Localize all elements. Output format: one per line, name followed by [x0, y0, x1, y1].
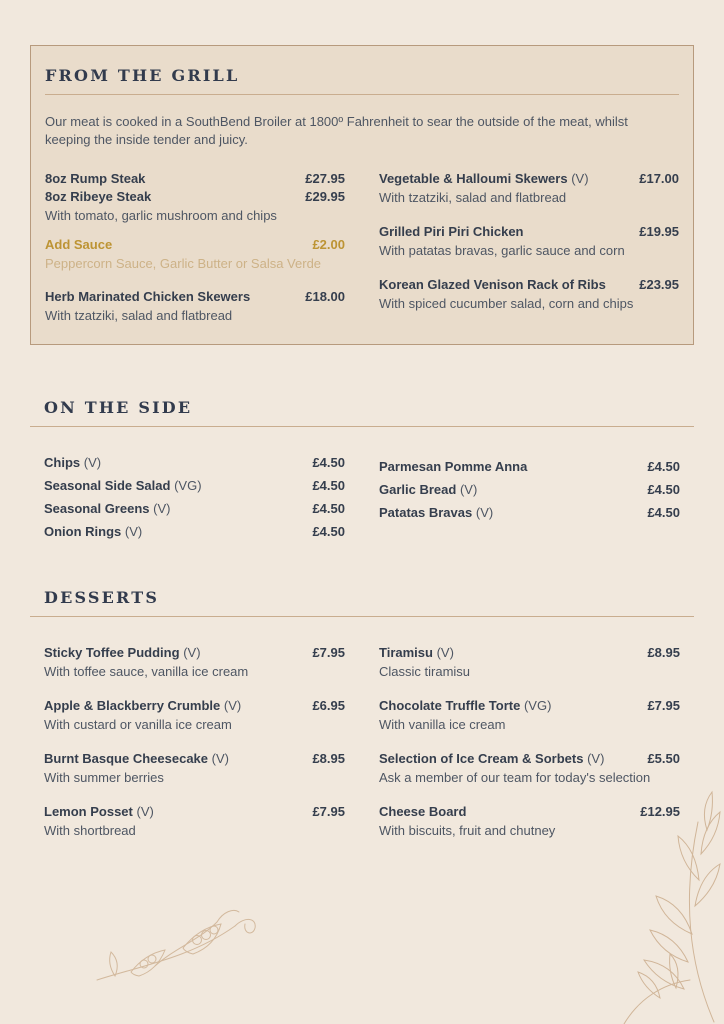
menu-item	[379, 697, 680, 733]
menu-item-row	[45, 236, 345, 253]
menu-item-row	[379, 276, 679, 293]
item-title	[379, 750, 604, 767]
item-name: 8oz Rump Steak	[45, 170, 146, 186]
item-price: £5.50	[647, 751, 680, 766]
menu-item-row	[379, 803, 680, 820]
from-the-grill-section	[30, 45, 694, 345]
item-diet-tag: (V)	[571, 170, 589, 186]
item-name: Herb Marinated Chicken Skewers	[45, 288, 251, 304]
item-price: £2.00	[312, 236, 345, 252]
item-price: £4.50	[312, 501, 345, 516]
menu-item	[44, 803, 345, 839]
menu-item	[45, 288, 345, 324]
item-title	[44, 697, 241, 714]
menu-item	[379, 223, 679, 259]
menu-item-row	[44, 750, 345, 767]
item-diet-tag: (V)	[459, 482, 478, 497]
item-name: Onion Rings	[44, 524, 122, 539]
item-desc: Classic tiramisu	[379, 664, 471, 679]
item-price: £27.95	[305, 170, 345, 186]
divider	[30, 616, 694, 617]
item-price: £18.00	[305, 288, 345, 304]
desserts-columns	[30, 644, 694, 839]
item-title	[44, 500, 170, 517]
item-title	[45, 288, 250, 305]
item-name: Sticky Toffee Pudding	[44, 645, 180, 660]
item-name: Seasonal Side Salad	[44, 478, 171, 493]
menu-item-row	[379, 504, 680, 521]
item-diet-tag: (V)	[211, 751, 229, 766]
item-title	[44, 750, 229, 767]
menu-item-row	[379, 481, 680, 498]
item-name: Chips	[44, 455, 81, 470]
item-desc: Ask a member of our team for today's selection	[379, 770, 651, 785]
item-price: £4.50	[647, 459, 680, 474]
section-title-grill: FROM THE GRILL	[45, 66, 240, 85]
menu-item-row	[44, 644, 345, 661]
menu-item-row	[45, 288, 345, 305]
item-name: 8oz Ribeye Steak	[45, 188, 152, 204]
item-name: Lemon Posset	[44, 804, 133, 819]
item-title	[379, 276, 606, 293]
item-desc: With tomato, garlic mushroom and chips	[45, 207, 277, 223]
item-price: £7.95	[647, 698, 680, 713]
menu-item	[44, 750, 345, 786]
item-price: £7.95	[312, 804, 345, 819]
desserts-section	[30, 588, 694, 839]
item-diet-tag: (VG)	[523, 698, 552, 713]
add-sauce-block	[45, 236, 345, 272]
item-diet-tag: (V)	[587, 751, 605, 766]
item-diet-tag: (V)	[83, 455, 102, 470]
item-price: £23.95	[639, 276, 679, 292]
item-title	[379, 697, 551, 714]
grill-intro-text: Our meat is cooked in a SouthBend Broiler at 1800º Fahrenheit to sear the outside of the meat, whilst keeping the inside tender and juicy.	[45, 114, 628, 148]
menu-item	[379, 276, 679, 312]
item-title	[44, 803, 154, 820]
item-title	[44, 644, 201, 661]
grill-columns	[45, 170, 679, 324]
grill-left-column	[45, 170, 345, 324]
desserts-left-column	[44, 644, 345, 839]
item-title	[379, 223, 524, 240]
item-diet-tag: (VG)	[174, 478, 202, 493]
menu-item-row	[45, 188, 345, 205]
menu-item-row	[44, 803, 345, 820]
item-price: £19.95	[639, 223, 679, 239]
item-price: £4.50	[312, 478, 345, 493]
item-diet-tag: (V)	[475, 505, 494, 520]
item-name: Vegetable & Halloumi Skewers	[379, 170, 568, 186]
item-name: Seasonal Greens	[44, 501, 150, 516]
item-title	[45, 188, 151, 205]
menu-item-row	[379, 170, 679, 187]
menu-item	[44, 697, 345, 733]
item-price: £4.50	[312, 455, 345, 470]
item-price: £8.95	[312, 751, 345, 766]
pea-pod-illustration	[95, 878, 265, 988]
menu-item-row	[44, 477, 345, 494]
item-price: £8.95	[647, 645, 680, 660]
item-title	[379, 170, 589, 187]
menu-item-row	[44, 500, 345, 517]
item-diet-tag: (V)	[183, 645, 201, 660]
item-price: £4.50	[312, 524, 345, 539]
item-name: Burnt Basque Cheesecake	[44, 751, 209, 766]
menu-item	[379, 170, 679, 206]
section-title-desserts: DESSERTS	[44, 588, 160, 607]
item-name: Apple & Blackberry Crumble	[44, 698, 221, 713]
item-diet-tag: (V)	[436, 645, 454, 660]
item-title	[45, 170, 145, 187]
item-name: Parmesan Pomme Anna	[379, 459, 528, 474]
item-name: Grilled Piri Piri Chicken	[379, 223, 524, 239]
menu-item	[45, 170, 345, 224]
item-desc: With patatas bravas, garlic sauce and corn	[379, 242, 625, 258]
sides-right-column	[379, 454, 680, 546]
item-price: £7.95	[312, 645, 345, 660]
menu-item	[379, 803, 680, 839]
item-desc: With shortbread	[44, 823, 136, 838]
item-name: Add Sauce	[45, 236, 113, 252]
item-price: £29.95	[305, 188, 345, 204]
sides-left-column	[44, 454, 345, 546]
menu-item-row	[45, 170, 345, 187]
item-desc: With spiced cucumber salad, corn and chips	[379, 295, 634, 311]
item-title	[379, 504, 493, 521]
menu-item-row	[379, 750, 680, 767]
item-diet-tag: (V)	[153, 501, 171, 516]
item-desc: With toffee sauce, vanilla ice cream	[44, 664, 249, 679]
desserts-right-column	[379, 644, 680, 839]
item-diet-tag: (V)	[223, 698, 242, 713]
item-price: £12.95	[640, 804, 680, 819]
item-desc: With vanilla ice cream	[379, 717, 506, 732]
section-title-sides: ON THE SIDE	[44, 398, 193, 417]
item-title	[44, 477, 202, 494]
sauce-options: Peppercorn Sauce, Garlic Butter or Salsa Verde	[45, 255, 322, 271]
item-name: Patatas Bravas	[379, 505, 473, 520]
sides-columns	[30, 454, 694, 546]
item-title	[379, 644, 454, 661]
item-title	[45, 236, 112, 253]
item-desc: With summer berries	[44, 770, 164, 785]
item-price: £6.95	[312, 698, 345, 713]
item-desc: With tzatziki, salad and flatbread	[45, 307, 233, 323]
menu-item	[44, 644, 345, 680]
divider	[30, 426, 694, 427]
menu-item-row	[379, 697, 680, 714]
item-price: £4.50	[647, 505, 680, 520]
item-diet-tag: (V)	[124, 524, 143, 539]
item-desc: With biscuits, fruit and chutney	[379, 823, 556, 838]
menu-item-row	[379, 223, 679, 240]
item-title	[379, 458, 527, 475]
item-name: Garlic Bread	[379, 482, 457, 497]
menu-item	[379, 644, 680, 680]
item-title	[44, 454, 101, 471]
menu-item-row	[44, 523, 345, 540]
menu-item-row	[379, 644, 680, 661]
item-desc: With custard or vanilla ice cream	[44, 717, 232, 732]
item-name: Selection of Ice Cream & Sorbets	[379, 751, 584, 766]
item-price: £17.00	[639, 170, 679, 186]
item-price: £4.50	[647, 482, 680, 497]
item-title	[379, 481, 477, 498]
on-the-side-section	[30, 398, 694, 546]
item-name: Tiramisu	[379, 645, 433, 660]
grill-right-column	[379, 170, 679, 324]
item-diet-tag: (V)	[136, 804, 154, 819]
item-desc: With tzatziki, salad and flatbread	[379, 189, 567, 205]
divider	[45, 94, 679, 95]
item-name: Chocolate Truffle Torte	[379, 698, 521, 713]
item-name: Cheese Board	[379, 804, 467, 819]
menu-item-row	[44, 454, 345, 471]
menu-item	[379, 750, 680, 786]
item-name: Korean Glazed Venison Rack of Ribs	[379, 276, 606, 292]
item-title	[44, 523, 142, 540]
item-title	[379, 803, 466, 820]
menu-item-row	[379, 458, 680, 475]
menu-item-row	[44, 697, 345, 714]
